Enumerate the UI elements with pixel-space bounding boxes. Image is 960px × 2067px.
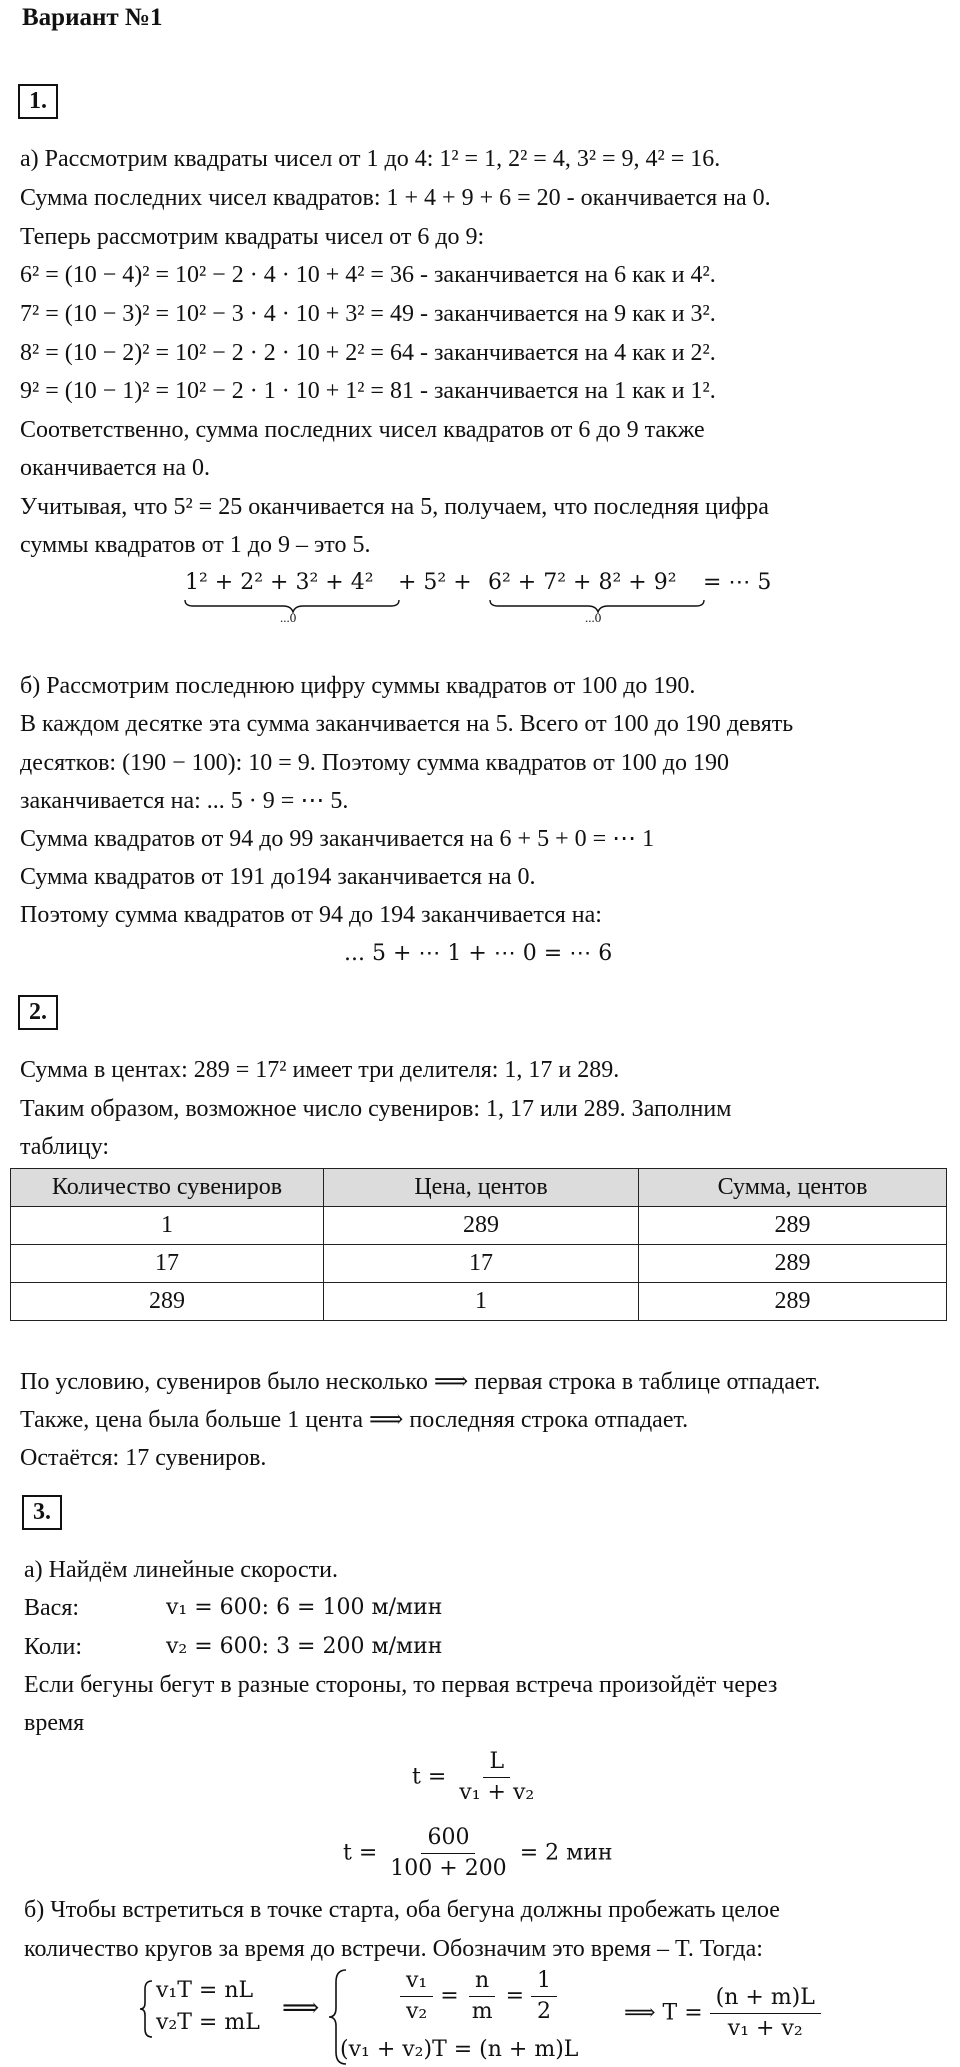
s1-line-8: Соответственно, сумма последних чисел квадратов от 6 до 9 также	[20, 417, 705, 443]
s3-vasya-label: Вася:	[24, 1595, 80, 1621]
s2-line-1: Сумма в центах: 289 = 17² имеет три делителя: 1, 17 и 289.	[20, 1057, 620, 1083]
sys-eq-2: v₂T = mL	[156, 2010, 260, 2035]
s1-line-10: Учитывая, что 5² = 25 оканчивается на 5, получаем, что последняя цифра	[20, 494, 769, 520]
table-header-row	[11, 1169, 947, 1207]
s3-koli-formula: v₂ = 600: 3 = 200 м/мин	[166, 1634, 443, 1659]
s1-line-5: 7² = (10 − 3)² = 10² − 3 · 4 · 10 + 3² = 49 - заканчивается на 9 как и 3².	[20, 301, 716, 327]
s1b-line-1: б) Рассмотрим последнюю цифру суммы квадратов от 100 до 190.	[20, 673, 696, 699]
table-row	[11, 1283, 947, 1321]
sys-t-result	[624, 1983, 821, 2044]
table-header-sum: Сумма, центов	[639, 1169, 947, 1207]
s1-line-11: суммы квадратов от 1 до 9 – это 5.	[20, 532, 371, 558]
sys-eq-1: v₁T = nL	[156, 1978, 254, 2003]
s3-line-a: а) Найдём линейные скорости.	[24, 1557, 338, 1583]
table-cell: 289	[639, 1245, 947, 1283]
left-curly-brace	[138, 1979, 156, 2039]
s1-line-3: Теперь рассмотрим квадраты чисел от 6 до 9:	[20, 224, 485, 250]
variant-title: Вариант №1	[22, 4, 163, 31]
frac1-lhs: t =	[412, 1764, 447, 1790]
ratio-den-2: m	[471, 1999, 493, 2024]
section-number-3: 3.	[22, 1495, 62, 1530]
ratio-den-3: 2	[537, 1999, 551, 2024]
s2-line-3: таблицу:	[20, 1134, 110, 1160]
s1-line-2: Сумма последних чисел квадратов: 1 + 4 + 9 + 6 = 20 - оканчивается на 0.	[20, 185, 771, 211]
section-number-1: 1.	[18, 84, 58, 119]
brace-right-group: 6² + 7² + 8² + 9²	[488, 570, 677, 595]
ratio-den-1: v₂	[406, 1999, 428, 2024]
ratio-eq-1: =	[440, 1983, 459, 2009]
s2-after-line-2: Также, цена была больше 1 цента ⟹ последняя строка отпадает.	[20, 1407, 689, 1433]
underbraces	[183, 598, 743, 614]
table-cell: 1	[324, 1283, 639, 1321]
table-cell: 289	[639, 1283, 947, 1321]
table-header-price: Цена, центов	[324, 1169, 639, 1207]
frac2-denominator: 100 + 200	[390, 1856, 507, 1881]
table-cell: 17	[324, 1245, 639, 1283]
underbrace-right-label: ...0	[585, 610, 602, 625]
sys-eq-4: (v₁ + v₂)T = (n + m)L	[340, 2037, 579, 2062]
s1-line-4: 6² = (10 − 4)² = 10² − 2 · 4 · 10 + 4² = 36 - заканчивается на 6 как и 4².	[20, 262, 716, 288]
table-cell: 17	[11, 1245, 324, 1283]
s1b-line-7: Поэтому сумма квадратов от 94 до 194 заканчивается на:	[20, 902, 602, 928]
t-numerator: (n + m)L	[710, 1983, 821, 2014]
table-row	[11, 1245, 947, 1283]
table-cell: 289	[639, 1207, 947, 1245]
s1b-line-3: десятков: (190 − 100): 10 = 9. Поэтому сумма квадратов от 100 до 190	[20, 750, 729, 776]
ratio-num-1: v₁	[400, 1966, 433, 1997]
ratio-eq-2: =	[505, 1983, 524, 2009]
s2-after-line-1: По условию, сувениров было несколько ⟹ первая строка в таблице отпадает.	[20, 1369, 821, 1395]
s3-mid-line-1: Если бегуны бегут в разные стороны, то первая встреча произойдёт через	[24, 1672, 778, 1698]
frac1-numerator: L	[483, 1747, 510, 1778]
s1-line-7: 9² = (10 − 1)² = 10² − 2 · 1 · 10 + 1² = 81 - заканчивается на 1 как и 1².	[20, 378, 716, 404]
s2-line-2: Таким образом, возможное число сувениров: 1, 17 или 289. Заполним	[20, 1096, 732, 1122]
brace-left-group: 1² + 2² + 3² + 4²	[185, 570, 374, 595]
section-number-2: 2.	[18, 995, 58, 1030]
sys-arrow-2: ⟹ T =	[624, 2000, 703, 2026]
s2-after-line-3: Остаётся: 17 сувениров.	[20, 1445, 267, 1471]
s1b-line-4: заканчивается на: ... 5 · 9 = ⋯ 5.	[20, 788, 349, 814]
s3-mid-line-2: время	[24, 1710, 85, 1736]
s3-fraction-1	[412, 1747, 540, 1808]
table-cell: 289	[324, 1207, 639, 1245]
underbrace-left-label: ...0	[280, 610, 297, 625]
souvenir-table	[10, 1168, 947, 1321]
table-cell: 289	[11, 1283, 324, 1321]
sys-ratio	[400, 1966, 557, 2027]
brace-result: = ⋯ 5	[703, 570, 772, 595]
s3-vasya-formula: v₁ = 600: 6 = 100 м/мин	[166, 1595, 443, 1620]
ratio-num-2: n	[469, 1966, 495, 1997]
table-cell: 1	[11, 1207, 324, 1245]
s1b-line-2: В каждом десятке эта сумма заканчивается на 5. Всего от 100 до 190 девять	[20, 711, 794, 737]
s3b-line-2: количество кругов за время до встречи. Обозначим это время – T. Тогда:	[24, 1936, 763, 1962]
t-denominator: v₁ + v₂	[727, 2016, 803, 2041]
s3-koli-label: Коли:	[24, 1634, 82, 1660]
frac1-denominator: v₁ + v₂	[459, 1780, 535, 1805]
frac2-rhs: = 2 мин	[519, 1840, 613, 1866]
s3-fraction-2	[343, 1823, 613, 1884]
s1-line-9: оканчивается на 0.	[20, 455, 210, 481]
table-row	[11, 1207, 947, 1245]
s1b-line-6: Сумма квадратов от 191 до194 заканчивается на 0.	[20, 864, 536, 890]
ratio-num-3: 1	[531, 1966, 557, 1997]
s1b-line-5: Сумма квадратов от 94 до 99 заканчивается на 6 + 5 + 0 = ⋯ 1	[20, 826, 655, 852]
s1-final-formula: ... 5 + ⋯ 1 + ⋯ 0 = ⋯ 6	[344, 941, 613, 966]
s1-line-1: а) Рассмотрим квадраты чисел от 1 до 4: 1² = 1, 2² = 4, 3² = 9, 4² = 16.	[20, 146, 721, 172]
frac2-lhs: t =	[343, 1840, 378, 1866]
brace-middle: + 5² +	[398, 570, 472, 595]
s3b-line-1: б) Чтобы встретиться в точке старта, оба бегуна должны пробежать целое	[24, 1897, 780, 1923]
table-header-count: Количество сувениров	[11, 1169, 324, 1207]
s1-line-6: 8² = (10 − 2)² = 10² − 2 · 2 · 10 + 2² = 64 - заканчивается на 4 как и 2².	[20, 340, 716, 366]
frac2-numerator: 600	[421, 1823, 475, 1854]
sys-arrow-1: ⟹	[282, 1993, 320, 2023]
